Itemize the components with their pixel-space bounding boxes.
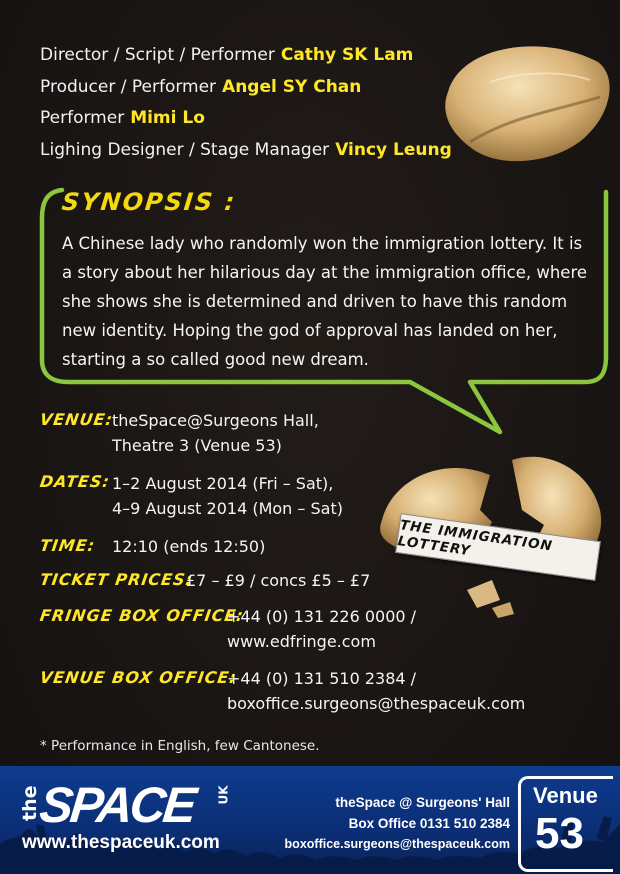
venue-box-value [227, 666, 525, 716]
website-url[interactable]: www.thespaceuk.com [22, 832, 220, 853]
dates-value [112, 471, 343, 521]
fringe-value [227, 604, 416, 654]
credit-role: Performer [40, 108, 125, 128]
venue-number-badge [518, 776, 613, 872]
footer-banner [0, 766, 620, 874]
venue-label: VENUE: [38, 410, 115, 429]
credit-director [40, 40, 452, 72]
footer-email[interactable]: boxoffice.surgeons@thespaceuk.com [284, 837, 510, 851]
time-value: 12:10 (ends 12:50) [112, 537, 266, 556]
synopsis-title: SYNOPSIS : [60, 188, 238, 216]
logo-space-text: SPACE [37, 777, 197, 833]
tickets-row [40, 570, 193, 589]
venue-box-phone: +44 (0) 131 510 2384 / [227, 669, 417, 688]
credit-performer [40, 103, 452, 135]
credit-name: Mimi Lo [130, 108, 205, 128]
tickets-value-wrap [186, 568, 370, 593]
fringe-row [40, 606, 244, 625]
footer-venue-name: theSpace @ Surgeons' Hall [335, 795, 510, 810]
dates-label: DATES: [38, 472, 112, 491]
fringe-label: FRINGE BOX OFFICE: [38, 606, 246, 625]
credit-name: Cathy SK Lam [280, 45, 414, 65]
time-row [40, 536, 95, 555]
footer-box-office: Box Office 0131 510 2384 [348, 816, 510, 831]
venue-box-email[interactable]: boxoffice.surgeons@thespaceuk.com [227, 694, 526, 713]
venue-value [112, 408, 319, 458]
synopsis-text: A Chinese lady who randomly won the immigration lottery. It is a story about her hilarious day at the immigration office, where she shows she is determined and driven to have this random new identity. Hoping the god of approval has landed on her, starting a so called good new dream. [62, 234, 588, 369]
time-label: TIME: [38, 536, 97, 555]
logo-the-text: the [19, 785, 41, 821]
credit-name: Angel SY Chan [222, 76, 362, 97]
show-title: THE IMMIGRATION LOTTERY [396, 517, 554, 560]
venue-box-row [40, 668, 237, 687]
tickets-value: £7 – £9 / concs £5 – £7 [186, 571, 371, 590]
venue-number: 53 [535, 809, 584, 858]
venue-line-2: Theatre 3 (Venue 53) [112, 436, 282, 455]
credit-producer [40, 72, 452, 104]
venue-word: Venue [533, 783, 598, 808]
tickets-label: TICKET PRICES: [38, 570, 195, 589]
footer-contact [285, 792, 510, 855]
logo-uk-text: UK [216, 785, 231, 805]
credit-name: Vincy Leung [335, 139, 452, 160]
venue-row [40, 410, 113, 429]
credit-role: Producer / Performer [40, 76, 217, 97]
fortune-cookie-top-image [430, 22, 620, 172]
dates-line-1: 1–2 August 2014 (Fri – Sat), [112, 474, 334, 493]
credit-role: Lighing Designer / Stage Manager [40, 139, 330, 160]
fringe-url[interactable]: www.edfringe.com [227, 632, 376, 651]
venue-line-1: theSpace@Surgeons Hall, [112, 411, 319, 430]
fringe-phone: +44 (0) 131 226 0000 / [227, 607, 417, 626]
language-note: * Performance in English, few Cantonese. [40, 738, 320, 754]
credit-lighting-designer [40, 135, 452, 167]
time-value-wrap [112, 534, 265, 559]
dates-row [40, 472, 110, 491]
credit-role: Director / Script / Performer [40, 45, 275, 65]
dates-line-2: 4–9 August 2014 (Mon – Sat) [112, 499, 343, 518]
credits-list [40, 40, 452, 166]
venue-box-label: VENUE BOX OFFICE: [38, 668, 239, 687]
